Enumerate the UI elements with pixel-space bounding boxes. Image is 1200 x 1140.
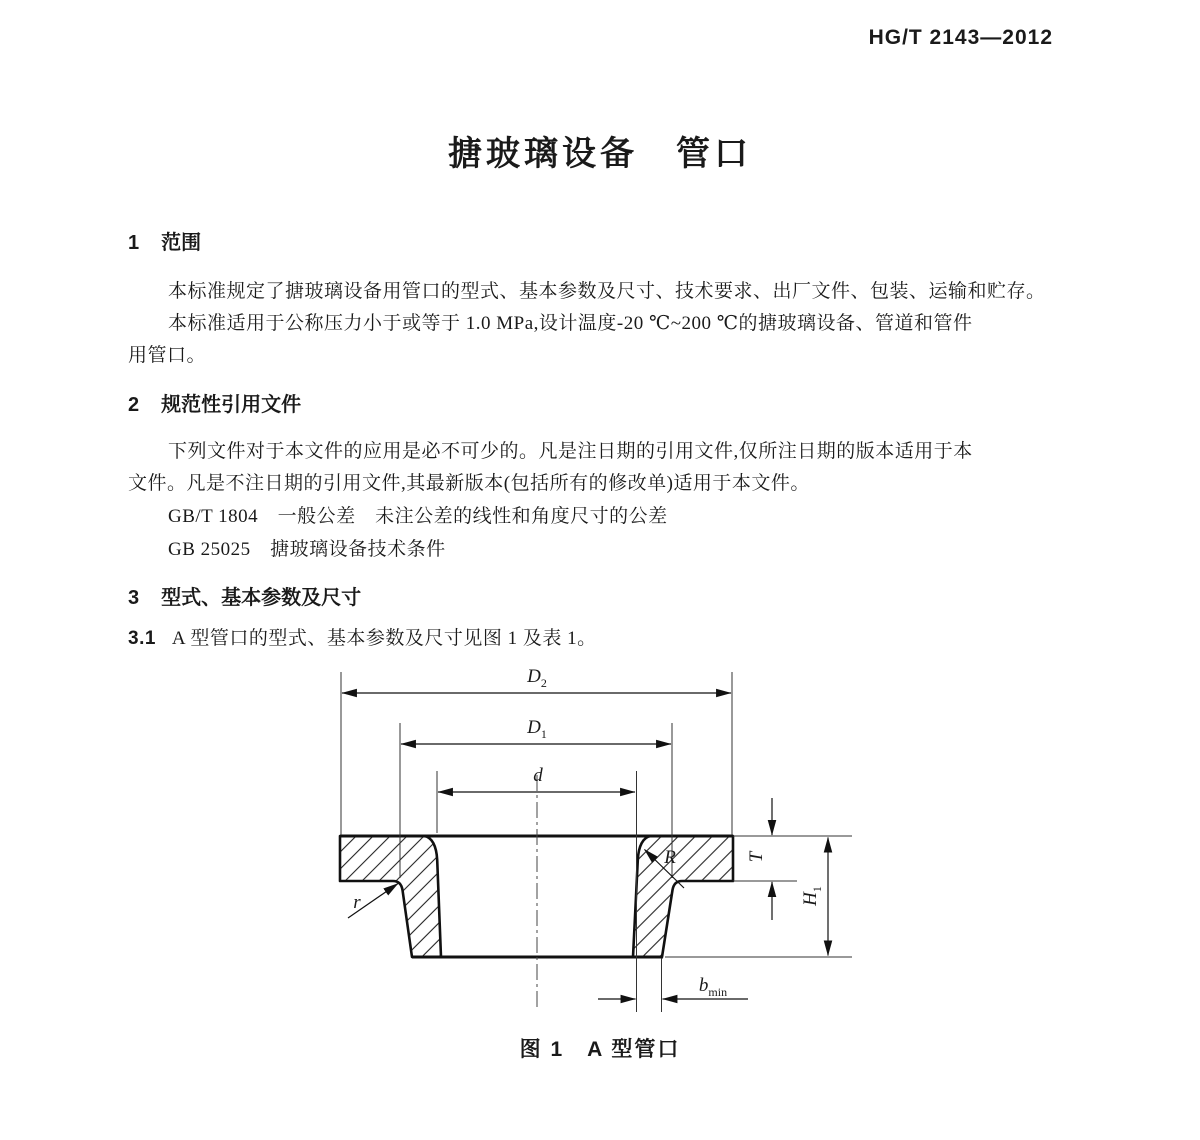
- section-title: 型式、基本参数及尺寸: [161, 587, 362, 609]
- figure-caption: 图 1 A 型管口: [519, 1038, 681, 1061]
- section-2-heading: [128, 388, 301, 417]
- reference-item: GB/T 1804 一般公差 未注公差的线性和角度尺寸的公差: [168, 506, 668, 527]
- dim-label-R: R: [664, 847, 676, 868]
- clause-3-1: [128, 627, 1088, 651]
- section-title: 范围: [161, 232, 202, 254]
- standard-number: HG/T 2143—2012: [868, 26, 1053, 49]
- section-number: 2: [128, 394, 140, 416]
- dim-label-r: r: [353, 892, 361, 913]
- document-title: 搪玻璃设备 管口: [448, 135, 752, 173]
- section-number: 1: [128, 232, 140, 254]
- clause-number: 3.1: [128, 628, 156, 649]
- dim-label-t: T: [746, 851, 767, 863]
- body-line: 本标准适用于公称压力小于或等于 1.0 MPa,设计温度-20 ℃~200 ℃的搪玻璃设备、管道和管件: [168, 313, 973, 334]
- nozzle-section-drawing: [320, 660, 880, 1020]
- dim-label-d: d: [533, 765, 543, 786]
- section-3-heading: [128, 581, 361, 610]
- clause-text: A 型管口的型式、基本参数及尺寸见图 1 及表 1。: [171, 628, 597, 649]
- section-number: 3: [128, 587, 140, 609]
- figure-1: [320, 660, 880, 1020]
- dim-label-d2: $D_2$: [527, 666, 547, 690]
- dim-label-bmin: $b_{min}$: [698, 975, 728, 999]
- dim-label-d1: $D_1$: [527, 717, 547, 741]
- section-1-heading: [128, 226, 201, 255]
- section-title: 规范性引用文件: [161, 394, 302, 416]
- body-line: 用管口。: [128, 345, 207, 366]
- body-line: 下列文件对于本文件的应用是必不可少的。凡是注日期的引用文件,仅所注日期的版本适用于本: [168, 441, 973, 462]
- body-line: 文件。凡是不注日期的引用文件,其最新版本(包括所有的修改单)适用于本文件。: [128, 473, 810, 494]
- dim-label-h1: $H_1$: [800, 886, 824, 906]
- body-line: 本标准规定了搪玻璃设备用管口的型式、基本参数及尺寸、技术要求、出厂文件、包装、运输和贮存。: [168, 281, 1046, 302]
- reference-item: GB 25025 搪玻璃设备技术条件: [168, 539, 446, 560]
